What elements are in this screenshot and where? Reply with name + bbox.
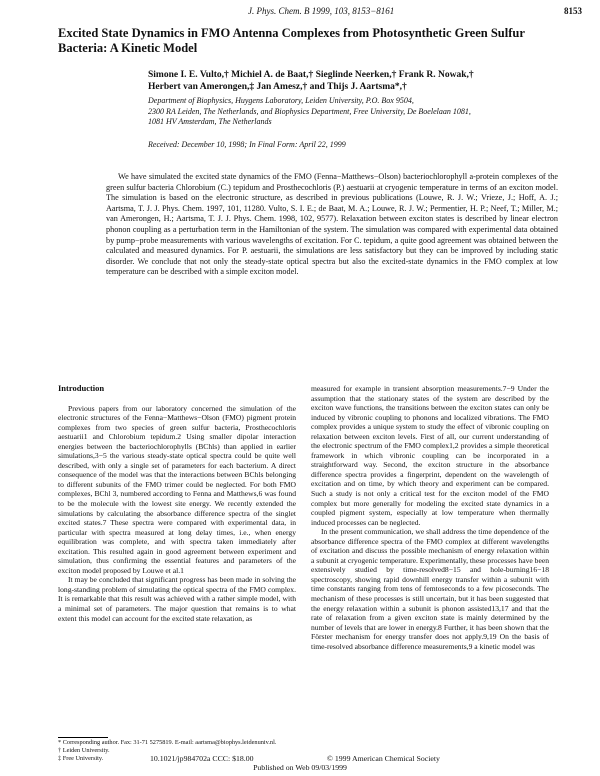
footnote: * Corresponding author. Fax: 31-71 5275819. E-mail: aartsma@biophys.leidenuniv.nl. — [58, 739, 277, 746]
footnote: ‡ Free University. — [58, 755, 104, 762]
footnote-divider — [58, 737, 108, 738]
author-list — [148, 69, 548, 93]
author-line: Herbert van Amerongen,‡ Jan Amesz,† and Thijs J. Aartsma*,† — [148, 82, 407, 92]
received-dates: Received: December 10, 1998; In Final Form: April 22, 1999 — [148, 140, 346, 149]
paragraph: It may be concluded that significant progress has been made in solving the long-standing problem of simulating the optical spectra of the FMO complex. It is remarkable that this result was achieved with a rather simple model, with a minimal set of parameters. The major question that remains is to what extent this model can account for the excited state relaxation, as — [58, 575, 296, 623]
affiliation-line: Department of Biophysics, Huygens Laboratory, Leiden University, P.O. Box 9504, — [148, 96, 414, 105]
paragraph: measured for example in transient absorption measurements.7−9 Under the assumption that the stationary states of the system are described by the exciton wave functions, the transitions between the exciton states can only be induced by vibronic coupling to phonons and localized vibrations. The FMO complex provides a unique system to study the effect of vibronic coupling on relaxation between exciton levels. First of all, our current understanding of the electronic spectrum of the FMO complex1,2 provides a simple theoretical framework in which vibronic coupling can be incorporated in a straightforward way. Second, the exciton structure in the absorbance difference spectra provides a fingerprint, dependent on the wavelength of excitation and on time, by which theory and experiment can be compared. Such a study is not only a critical test for the exciton model of the FMO complex but more generally for modeling the excited state dynamics in a coupled pigment system, especially at low temperature when thermally induced processes can be neglected. — [311, 384, 549, 527]
affiliations — [148, 96, 558, 128]
page-number: 8153 — [564, 6, 582, 16]
publication-date: Published on Web 09/03/1999 — [253, 763, 347, 772]
right-column — [311, 384, 549, 651]
abstract: We have simulated the excited state dynamics of the FMO (Fenna−Matthews−Olson) bacteriochlorophyll a-protein complexes of the green sulfur bacteria Chlorobium (C.) tepidum and Prosthecochloris (P.) aestuarii at cryogenic temperature in terms of an exciton model. The simulation is based on the electronic structure, as described in previous publications (Louwe, R. J. W.; Vrieze, J.; Hoff, A. J.; Aartsma, T. J. J. Phys. Chem. 1997, 101, 11280. Vulto, S. I. E.; de Baat, M. A.; Louwe, R. J. W.; Permentier, H. P.; Neef, T.; Miller, M.; van Amerongen, H.; Aartsma, T. J. J. Phys. Chem. 1998, 102, 9577). Relaxation between exciton states is described by linear electron phonon coupling as a perturbation term in the Hamiltonian of the system. The simulation was compared with experimental data obtained by pump−probe measurements with various wavelengths of excitation. For C. tepidum, a quite good agreement was obtained between the calculated and measured dynamics. For P. aestuarii, the simulations are less satisfactory but they can be improved by including static disorder. We conclude that not only the steady-state optical spectra but also the excited-state dynamics in the FMO complex at low temperature can be described with a simple exciton model. — [106, 172, 558, 277]
affiliation-line: 1081 HV Amsterdam, The Netherlands — [148, 117, 272, 126]
paragraph: Previous papers from our laboratory concerned the simulation of the electronic structures of the Fenna−Matthews−Olson (FMO) pigment protein complexes from two species of green sulfur bacteria, Prosthecochloris aestuarii1 and Chlorobium tepidum.2 Using smaller dipolar interaction energies between the bacteriochlorophylls (BChls) than applied in earlier simulations,3−5 the various steady-state optical spectra could be quite well described, with only a single set of parameters for each bacterium. A direct consequence of the model was that the interactions between BChls belonging to different subunits of the FMO trimer could be neglected. For both FMO complexes, BChl 3, numbered according to Fenna and Matthews,6 was found to be the molecule with the lowest site energy. We recently extended the simulations by calculating the absorbance difference spectra of the singlet excited states.7 These spectra were compared with experimental data, in particular with spectra measured at long delay times, i.e., when energy equilibration was complete, and with spectra taken immediately after excitation. This resulted again in good agreement between experiment and simulation, thus confirming the essential features and parameters of the exciton model proposed by Louwe et al.1 — [58, 403, 296, 575]
section-heading: Introduction — [58, 383, 105, 393]
doi-line: 10.1021/jp984702a CCC: $18.00 — [150, 754, 254, 763]
copyright: © 1999 American Chemical Society — [327, 754, 440, 763]
paragraph: In the present communication, we shall address the time dependence of the absorbance difference spectra of the FMO complex at different wavelengths of excitation and discuss the possible mechanism of energy relaxation within a subunit at cryogenic temperature. Experimentally, these processes have been extensively studied by time-resolved8−15 and hole-burning16−18 spectroscopy, showing rapid downhill energy transfer within a subunit with time constants ranging from tens of femtoseconds to a few picoseconds. The mechanism of these processes is still uncertain, but it has been suggested that the energy relaxation within a subunit is phonon assisted13,17 and that the rate of relaxation from a given exciton state is mainly determined by the number of levels that are lower in energy.8 Further, it has been shown that the Förster mechanism for energy transfer does not apply.9,19 On the basis of time-resolved absorbance difference measurements,9 a kinetic model was — [311, 527, 549, 651]
affiliation-line: 2300 RA Leiden, The Netherlands, and Biophysics Department, Free University, De Boelelaan 1081, — [148, 106, 471, 116]
author-line: Simone I. E. Vulto,† Michiel A. de Baat,† Sieglinde Neerken,† Frank R. Nowak,† — [148, 70, 474, 80]
article-title: Excited State Dynamics in FMO Antenna Complexes from Photosynthetic Green Sulfur Bacteria: A Kinetic Model — [58, 26, 525, 55]
left-column — [58, 384, 296, 623]
footnote: † Leiden University. — [58, 747, 110, 754]
journal-citation: J. Phys. Chem. B 1999, 103, 8153−8161 — [248, 6, 395, 16]
